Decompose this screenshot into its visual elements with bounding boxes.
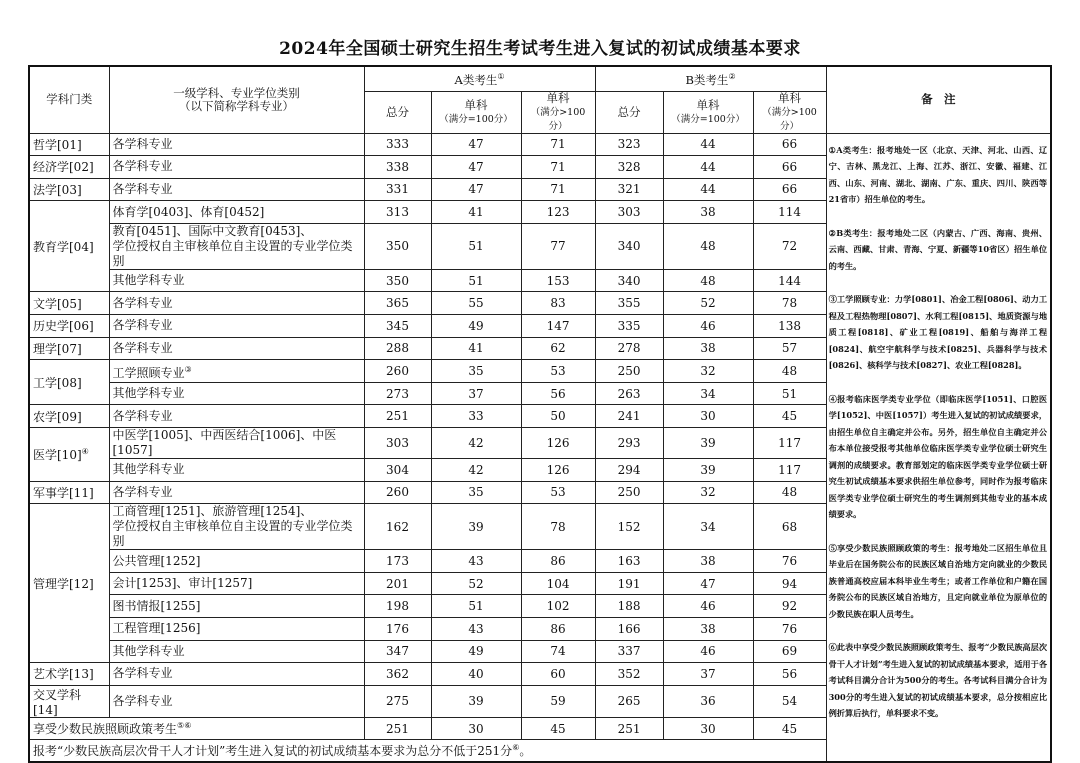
a-score-cell: 198 <box>364 595 431 618</box>
category-cell <box>29 156 109 179</box>
category-label: 农学[09] <box>33 409 82 424</box>
major-footnote-mark: ③ <box>184 364 192 374</box>
b-score-cell: 117 <box>753 428 826 459</box>
a-score-cell: 71 <box>521 178 595 201</box>
b-score-cell: 144 <box>753 269 826 292</box>
header-b-single-gt100 <box>753 91 826 133</box>
major-label: 各学科专业 <box>112 295 173 310</box>
b-score-cell: 323 <box>595 133 663 156</box>
b-score-cell: 78 <box>753 292 826 315</box>
header-a-single-100 <box>431 91 521 133</box>
b-score-cell: 36 <box>663 685 753 717</box>
major-label: 其他学科专业 <box>112 386 185 401</box>
header-major-line1: 一级学科、专业学位类别 <box>173 85 300 100</box>
a-score-cell: 74 <box>521 640 595 663</box>
major-cell <box>109 663 364 686</box>
a-score-cell: 55 <box>431 292 521 315</box>
b-score-cell: 48 <box>663 269 753 292</box>
b-score-cell: 188 <box>595 595 663 618</box>
category-label: 教育学[04] <box>33 239 94 254</box>
a-score-cell: 333 <box>364 133 431 156</box>
major-label: 各学科专业 <box>112 318 173 333</box>
category-label: 军事学[11] <box>33 485 94 500</box>
header-a-total: 总分 <box>364 91 431 133</box>
major-cell <box>109 201 364 224</box>
a-score-cell: 77 <box>521 223 595 269</box>
major-cell <box>109 315 364 338</box>
major-cell <box>109 382 364 405</box>
category-label: 工学[08] <box>33 375 82 390</box>
a-score-cell: 45 <box>521 717 595 740</box>
a-score-cell: 273 <box>364 382 431 405</box>
a-score-cell: 251 <box>364 405 431 428</box>
a-score-cell: 304 <box>364 459 431 482</box>
group-a-footnote-mark: ① <box>497 72 505 82</box>
category-cell <box>29 360 109 405</box>
a-score-cell: 78 <box>521 504 595 550</box>
b-score-cell: 47 <box>663 572 753 595</box>
b-score-cell: 328 <box>595 156 663 179</box>
a-score-cell: 41 <box>431 337 521 360</box>
a-score-cell: 153 <box>521 269 595 292</box>
major-label: 各学科专业 <box>112 408 173 423</box>
a-score-cell: 35 <box>431 360 521 383</box>
b-score-cell: 57 <box>753 337 826 360</box>
b-score-cell: 34 <box>663 504 753 550</box>
single-label: 单科 <box>696 97 720 112</box>
b-score-cell: 38 <box>663 618 753 641</box>
major-cell <box>109 481 364 504</box>
major-label: 其他学科专业 <box>112 273 185 288</box>
header-major-line2: （以下简称学科专业） <box>179 98 294 113</box>
b-score-cell: 94 <box>753 572 826 595</box>
b-score-cell: 163 <box>595 550 663 573</box>
b-score-cell: 66 <box>753 133 826 156</box>
group-b-footnote-mark: ② <box>728 72 736 82</box>
note-item: ①A类考生：报考地处一区（北京、天津、河北、山西、辽宁、吉林、黑龙江、上海、江苏、浙江、安徽、福建、江西、山东、河南、湖北、湖南、广东、重庆、四川、陕西等21省市）招生单位的考生。 <box>828 144 1048 204</box>
b-score-cell: 66 <box>753 156 826 179</box>
a-score-cell: 104 <box>521 572 595 595</box>
major-cell <box>109 360 364 383</box>
b-score-cell: 30 <box>663 405 753 428</box>
b-score-cell: 56 <box>753 663 826 686</box>
major-label: 工商管理[1251]、旅游管理[1254]、 学位授权自主审核单位自主设置的专业学位类别 <box>112 504 353 549</box>
a-score-cell: 71 <box>521 156 595 179</box>
header-a-single-gt100 <box>521 91 595 133</box>
b-score-cell: 114 <box>753 201 826 224</box>
a-score-cell: 37 <box>431 382 521 405</box>
b-score-cell: 37 <box>663 663 753 686</box>
b-score-cell: 44 <box>663 156 753 179</box>
category-label: 经济学[02] <box>33 160 94 175</box>
major-cell <box>109 269 364 292</box>
b-score-cell: 303 <box>595 201 663 224</box>
a-score-cell: 102 <box>521 595 595 618</box>
b-score-cell: 46 <box>663 595 753 618</box>
footnote-cell <box>29 740 826 762</box>
a-score-cell: 86 <box>521 618 595 641</box>
b-score-cell: 54 <box>753 685 826 717</box>
b-score-cell: 48 <box>663 223 753 269</box>
category-cell <box>29 178 109 201</box>
a-score-cell: 35 <box>431 481 521 504</box>
group-b-label: B类考生 <box>685 73 729 88</box>
category-cell <box>29 685 109 717</box>
a-score-cell: 365 <box>364 292 431 315</box>
b-score-cell: 250 <box>595 360 663 383</box>
b-score-cell: 39 <box>663 459 753 482</box>
single-label: 单科 <box>546 90 570 105</box>
a-score-cell: 49 <box>431 315 521 338</box>
a-score-cell: 51 <box>431 269 521 292</box>
major-label: 各学科专业 <box>112 484 173 499</box>
a-score-cell: 47 <box>431 178 521 201</box>
b-score-cell: 51 <box>753 382 826 405</box>
b-score-cell: 241 <box>595 405 663 428</box>
a-score-cell: 86 <box>521 550 595 573</box>
category-label: 医学[10] <box>33 447 82 462</box>
category-cell <box>29 405 109 428</box>
a-score-cell: 43 <box>431 618 521 641</box>
b-score-cell: 138 <box>753 315 826 338</box>
a-score-cell: 40 <box>431 663 521 686</box>
major-label: 各学科专业 <box>112 340 173 355</box>
a-score-cell: 30 <box>431 717 521 740</box>
minority-footnote-mark: ⑤⑥ <box>177 721 192 731</box>
category-label: 交叉学科[14] <box>33 687 82 717</box>
single-fullscore: （满分=100分） <box>671 113 745 125</box>
major-label: 各学科专业 <box>112 666 173 681</box>
a-score-cell: 176 <box>364 618 431 641</box>
major-cell <box>109 178 364 201</box>
b-score-cell: 337 <box>595 640 663 663</box>
major-label: 其他学科专业 <box>112 643 185 658</box>
a-score-cell: 126 <box>521 428 595 459</box>
a-score-cell: 350 <box>364 223 431 269</box>
major-label: 其他学科专业 <box>112 462 185 477</box>
major-cell <box>109 640 364 663</box>
major-label: 中医学[1005]、中西医结合[1006]、中医[1057] <box>112 428 337 458</box>
a-score-cell: 260 <box>364 481 431 504</box>
category-cell <box>29 428 109 482</box>
major-cell <box>109 618 364 641</box>
category-label: 理学[07] <box>33 341 82 356</box>
major-label: 各学科专业 <box>112 159 173 174</box>
a-score-cell: 42 <box>431 428 521 459</box>
category-label: 艺术学[13] <box>33 667 94 682</box>
b-score-cell: 45 <box>753 405 826 428</box>
a-score-cell: 173 <box>364 550 431 573</box>
major-label: 会计[1253]、审计[1257] <box>112 576 253 591</box>
category-cell <box>29 663 109 686</box>
b-score-cell: 250 <box>595 481 663 504</box>
note-item: ⑥此表中享受少数民族照顾政策考生、报考“少数民族高层次骨干人才计划”考生进入复试的初试成绩基本要求，适用于各考试科目满分合计为500分的考生。各考试科目满分合计为300分的考生进入复试的初试成绩基本要求，总分按相应比例折算后执行，单科要求不变。 <box>828 642 1048 718</box>
major-label: 教育[0451]、国际中文教育[0453]、 学位授权自主审核单位自主设置的专业学位类别 <box>112 223 353 268</box>
a-score-cell: 49 <box>431 640 521 663</box>
header-b-total: 总分 <box>595 91 663 133</box>
a-score-cell: 51 <box>431 223 521 269</box>
a-score-cell: 303 <box>364 428 431 459</box>
category-label: 管理学[12] <box>33 576 94 591</box>
a-score-cell: 39 <box>431 685 521 717</box>
a-score-cell: 43 <box>431 550 521 573</box>
b-score-cell: 294 <box>595 459 663 482</box>
major-label: 工程管理[1256] <box>112 621 201 636</box>
b-score-cell: 72 <box>753 223 826 269</box>
minority-cell <box>29 717 364 740</box>
major-label: 公共管理[1252] <box>112 553 201 568</box>
b-score-cell: 117 <box>753 459 826 482</box>
single-fullscore: （满分=100分） <box>439 113 513 125</box>
header-major <box>109 66 364 133</box>
category-footnote-mark: ④ <box>81 446 89 456</box>
major-cell <box>109 405 364 428</box>
b-score-cell: 44 <box>663 133 753 156</box>
a-score-cell: 41 <box>431 201 521 224</box>
b-score-cell: 265 <box>595 685 663 717</box>
b-score-cell: 48 <box>753 481 826 504</box>
b-score-cell: 68 <box>753 504 826 550</box>
major-cell <box>109 550 364 573</box>
b-score-cell: 66 <box>753 178 826 201</box>
a-score-cell: 60 <box>521 663 595 686</box>
note-item: ④报考临床医学类专业学位（即临床医学[1051]、口腔医学[1052]、中医[1057]）考生进入复试的初试成绩要求，由招生单位自主确定并公布。另外，招生单位自主确定并公布本单位接受报考其他单位临床医学类专业学位硕士研究生调剂的成绩要求。教育部划定的临床医学类专业学位硕士研究生初试成绩基本要求供招生单位参考，同时作为报考临床医学类专业学位硕士研究生的考生调剂到其他专业的基本成绩要求。 <box>828 393 1048 519</box>
category-cell <box>29 337 109 360</box>
category-cell <box>29 481 109 504</box>
b-score-cell: 340 <box>595 269 663 292</box>
a-score-cell: 39 <box>431 504 521 550</box>
major-label: 体育学[0403]、体育[0452] <box>112 204 265 219</box>
footnote-mark: ⑥ <box>512 743 520 753</box>
a-score-cell: 347 <box>364 640 431 663</box>
a-score-cell: 62 <box>521 337 595 360</box>
a-score-cell: 126 <box>521 459 595 482</box>
b-score-cell: 32 <box>663 481 753 504</box>
b-score-cell: 34 <box>663 382 753 405</box>
table-row <box>29 133 1051 156</box>
a-score-cell: 162 <box>364 504 431 550</box>
major-cell <box>109 459 364 482</box>
major-label: 各学科专业 <box>112 136 173 151</box>
major-cell <box>109 428 364 459</box>
b-score-cell: 38 <box>663 201 753 224</box>
header-group-b <box>595 66 826 91</box>
category-cell <box>29 133 109 156</box>
b-score-cell: 335 <box>595 315 663 338</box>
b-score-cell: 38 <box>663 337 753 360</box>
b-score-cell: 39 <box>663 428 753 459</box>
single-label: 单科 <box>464 97 488 112</box>
score-table <box>28 65 1052 763</box>
major-label: 图书情报[1255] <box>112 598 201 613</box>
b-score-cell: 92 <box>753 595 826 618</box>
major-cell <box>109 685 364 717</box>
footnote-end: 。 <box>519 744 532 759</box>
b-score-cell: 251 <box>595 717 663 740</box>
b-score-cell: 76 <box>753 550 826 573</box>
b-score-cell: 45 <box>753 717 826 740</box>
a-score-cell: 83 <box>521 292 595 315</box>
b-score-cell: 69 <box>753 640 826 663</box>
a-score-cell: 251 <box>364 717 431 740</box>
b-score-cell: 166 <box>595 618 663 641</box>
a-score-cell: 201 <box>364 572 431 595</box>
a-score-cell: 53 <box>521 360 595 383</box>
minority-label: 享受少数民族照顾政策考生 <box>33 722 178 737</box>
a-score-cell: 51 <box>431 595 521 618</box>
a-score-cell: 313 <box>364 201 431 224</box>
major-cell <box>109 337 364 360</box>
b-score-cell: 278 <box>595 337 663 360</box>
b-score-cell: 48 <box>753 360 826 383</box>
major-cell <box>109 292 364 315</box>
major-cell <box>109 156 364 179</box>
a-score-cell: 288 <box>364 337 431 360</box>
b-score-cell: 355 <box>595 292 663 315</box>
b-score-cell: 352 <box>595 663 663 686</box>
b-score-cell: 44 <box>663 178 753 201</box>
group-a-label: A类考生 <box>454 73 498 88</box>
a-score-cell: 123 <box>521 201 595 224</box>
major-cell <box>109 504 364 550</box>
b-score-cell: 30 <box>663 717 753 740</box>
a-score-cell: 260 <box>364 360 431 383</box>
category-label: 历史学[06] <box>33 319 94 334</box>
note-item: ⑤享受少数民族照顾政策的考生：报考地处二区招生单位且毕业后在国务院公布的民族区域自治地方定向就业的少数民族普通高校应届本科毕业生考生；或者工作单位和户籍在国务院公布的民族区域自治地方，且定向就业单位为原单位的少数民族在职人员考生。 <box>828 542 1048 619</box>
b-score-cell: 263 <box>595 382 663 405</box>
b-score-cell: 52 <box>663 292 753 315</box>
a-score-cell: 47 <box>431 133 521 156</box>
header-b-single-100 <box>663 91 753 133</box>
major-cell <box>109 133 364 156</box>
a-score-cell: 362 <box>364 663 431 686</box>
category-label: 法学[03] <box>33 182 82 197</box>
note-item: ②B类考生：报考地处二区（内蒙古、广西、海南、贵州、云南、西藏、甘肃、青海、宁夏、新疆等10省区）招生单位的考生。 <box>828 227 1048 271</box>
category-cell <box>29 315 109 338</box>
category-label: 哲学[01] <box>33 137 82 152</box>
a-score-cell: 50 <box>521 405 595 428</box>
category-label: 文学[05] <box>33 296 82 311</box>
b-score-cell: 76 <box>753 618 826 641</box>
a-score-cell: 56 <box>521 382 595 405</box>
single-label: 单科 <box>778 90 802 105</box>
major-cell <box>109 223 364 269</box>
a-score-cell: 59 <box>521 685 595 717</box>
header-notes: 备 注 <box>826 66 1051 133</box>
page-title: 2024年全国硕士研究生招生考试考生进入复试的初试成绩基本要求 <box>279 39 801 59</box>
b-score-cell: 340 <box>595 223 663 269</box>
b-score-cell: 321 <box>595 178 663 201</box>
footnote-text: 报考“少数民族高层次骨干人才计划”考生进入复试的初试成绩基本要求为总分不低于251分 <box>33 744 513 759</box>
category-cell <box>29 201 109 292</box>
notes-cell <box>826 133 1051 762</box>
b-score-cell: 38 <box>663 550 753 573</box>
major-label: 各学科专业 <box>112 181 173 196</box>
major-label: 工学照顾专业 <box>112 365 185 380</box>
a-score-cell: 275 <box>364 685 431 717</box>
b-score-cell: 152 <box>595 504 663 550</box>
header-group-a <box>364 66 595 91</box>
b-score-cell: 46 <box>663 315 753 338</box>
b-score-cell: 46 <box>663 640 753 663</box>
a-score-cell: 47 <box>431 156 521 179</box>
a-score-cell: 345 <box>364 315 431 338</box>
note-item: ③工学照顾专业：力学[0801]、冶金工程[0806]、动力工程及工程热物理[0807]、水利工程[0815]、地质资源与地质工程[0818]、矿业工程[0819]、船舶与海洋工程[0824]、航空宇航科学与技术[0825]、兵器科学与技术[0826]、核科学与技术[0827]、农业工程[0828]。 <box>828 294 1048 370</box>
a-score-cell: 331 <box>364 178 431 201</box>
major-cell <box>109 595 364 618</box>
a-score-cell: 53 <box>521 481 595 504</box>
category-cell <box>29 504 109 663</box>
category-cell <box>29 292 109 315</box>
a-score-cell: 147 <box>521 315 595 338</box>
header-category: 学科门类 <box>29 66 109 133</box>
b-score-cell: 191 <box>595 572 663 595</box>
major-label: 各学科专业 <box>112 693 173 708</box>
single-fullscore: （满分>100分） <box>530 106 586 132</box>
a-score-cell: 350 <box>364 269 431 292</box>
a-score-cell: 42 <box>431 459 521 482</box>
b-score-cell: 293 <box>595 428 663 459</box>
major-cell <box>109 572 364 595</box>
a-score-cell: 33 <box>431 405 521 428</box>
a-score-cell: 71 <box>521 133 595 156</box>
a-score-cell: 52 <box>431 572 521 595</box>
a-score-cell: 338 <box>364 156 431 179</box>
b-score-cell: 32 <box>663 360 753 383</box>
single-fullscore: （满分>100分） <box>762 106 817 132</box>
